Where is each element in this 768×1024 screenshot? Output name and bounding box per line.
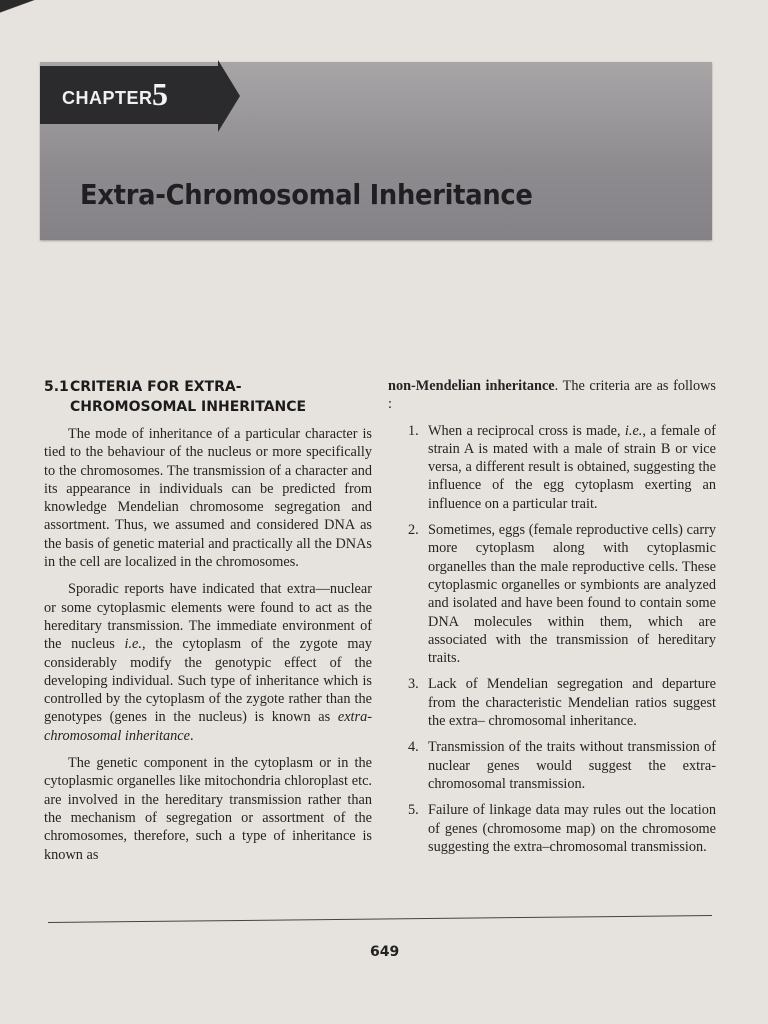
list-item [388, 422, 716, 513]
list-item [388, 801, 716, 856]
chapter-title: Extra-Chromosomal Inheritance [80, 178, 533, 211]
right-column [388, 377, 716, 864]
paragraph-3: The genetic component in the cytoplasm or in the cytoplasmic organelles like mitochondria chloroplast etc. are involved in the hereditary transmission rather than the mechanism of segregation or assortment of the chromosomes, therefore, such a type of inheritance is known as [44, 755, 372, 863]
paragraph-2-text-b: , the cytoplasm of the zygote may considerably modify the genotypic effect of the developing individual. Such type of inheritance which is controlled by the cytoplasm of the zygote rather than the genotypes (genes in the nucleus) is known as [44, 636, 372, 726]
footer-divider [48, 915, 712, 923]
page-corner-shadow [0, 0, 40, 26]
list-item [388, 521, 716, 667]
criteria-intro-bold: non-Mendelian inheritance [388, 378, 555, 394]
list-item-number: 1. [408, 422, 419, 439]
section-heading-line2: CHROMOSOMAL INHERITANCE [70, 399, 307, 415]
section-heading [44, 377, 372, 417]
list-item-text: When a reciprocal cross is made, [428, 422, 625, 439]
criteria-intro [388, 377, 716, 414]
list-item-text: Failure of linkage data may rules out the location of genes (chromosome map) on the chromosome suggesting the extra–chromosomal transmission. [428, 802, 716, 855]
list-item-number: 4. [408, 739, 419, 756]
paragraph-2-text-a: Sporadic reports have indicated that extra—nuclear or some cytoplasmic elements were found to act as the hereditary transmission. The immediate environment of the nucleus [44, 581, 372, 653]
list-item-text: Transmission of the traits without transmission of nuclear genes would suggest the extra-chromosomal transmission. [428, 739, 716, 792]
paragraph-2-term: extra-chromosomal inheritance [44, 709, 372, 744]
list-item-ie: i.e. [624, 422, 643, 439]
list-item [388, 738, 716, 793]
page-number: 649 [370, 944, 400, 960]
list-item-number: 3. [408, 676, 419, 693]
list-item-text: Lack of Mendelian segregation and departure from the characteristic Mendelian ratios suggest the extra– chromosomal inheritance. [428, 676, 716, 730]
list-item-text: Sometimes, eggs (female reproductive cells) carry more cytoplasm along with cytoplasmic organelles than the male reproductive cells. These cytoplasmic organelles or symbionts are analyzed and isolated and have been found to contain some DNA molecules within them, which are associated with the transmission of hereditary traits. [428, 522, 716, 667]
left-column [44, 377, 372, 873]
list-item-number: 5. [408, 802, 419, 819]
criteria-intro-rest: . The criteria are as follows : [388, 378, 716, 413]
list-item-text-b: , a female of strain A is mated with a male of strain B or vice versa, a different result is obtained, suggesting the influence of the egg cytoplasm exerting an influence on a particular trait. [428, 422, 716, 512]
paragraph-2-ie: i.e. [124, 636, 142, 653]
chapter-arrow-icon [218, 60, 240, 132]
list-item [388, 675, 716, 730]
list-item-number: 2. [408, 522, 419, 539]
criteria-list [388, 422, 716, 857]
chapter-label: CHAPTER [62, 88, 153, 108]
section-heading-line1: CRITERIA FOR EXTRA- [70, 379, 242, 395]
paragraph-1: The mode of inheritance of a particular character is tied to the behaviour of the nucleus or more specifically to the chromosomes. The transmission of a character and its appearance in individuals can be predicted from knowledge Mendelian chromosome segregation and assortment. Thus, we assumed and considered DNA as the basis of genetic material and practically all the DNAs in the cell are localized in the chromosomes. [44, 426, 372, 571]
paragraph-2-text-c: . [190, 727, 194, 744]
chapter-number: 5 [152, 76, 168, 112]
section-number: 5.1 [44, 379, 69, 395]
paragraph-2 [44, 580, 372, 745]
